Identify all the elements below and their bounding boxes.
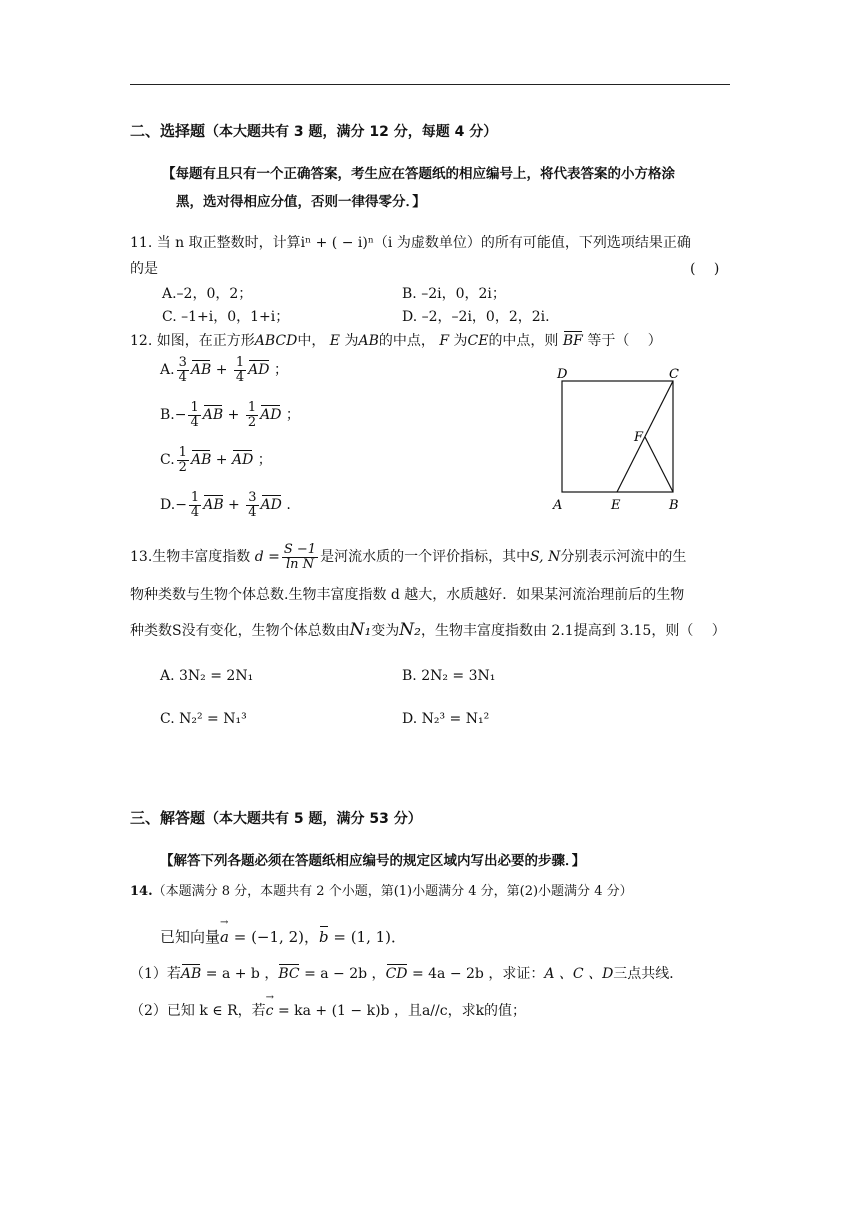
q13-n1: N₁: [349, 620, 372, 640]
q13-formula-d: d =: [254, 549, 280, 566]
segment-fb: [645, 437, 673, 492]
q14-vector-ab-value: = a + b ，: [201, 966, 279, 982]
vector-ab: AB: [202, 407, 224, 424]
q11-line2: 的是: [130, 261, 158, 277]
q12-segment-ab: AB: [358, 333, 379, 349]
section3-heading: [130, 807, 422, 828]
section2-instruction-line1: 【每题有且只有一个正确答案，考生应在答题纸的相应编号上，将代表答案的小方格涂: [162, 166, 675, 182]
q14-vector-cd: CD: [385, 966, 408, 982]
q12-point-e: E: [329, 333, 341, 349]
q12-option-d: D.− $\frac{1}{4}$ AB + $\frac{3}{4}$ AD .: [160, 490, 291, 520]
q14-header: （本题满分 8 分，本题共有 2 个小题，第(1)小题满分 4 分，第(2)小题满分 4 分）: [152, 884, 633, 899]
q12-number: 12.: [130, 333, 153, 349]
q13-formula-numerator: S −1: [283, 542, 317, 557]
q12-option-b: B.− $\frac{1}{4}$ AB + $\frac{1}{2}$ AD ；: [160, 400, 300, 430]
q13-stem-text: 种类数S没有变化，生物个体总数由: [130, 623, 350, 639]
q12-stem-text: 为: [344, 333, 359, 349]
q14-vector-b-value: = (1, 1)．: [328, 928, 407, 946]
q13-formula-denominator: ln N: [285, 556, 314, 572]
label-f: F: [634, 430, 644, 445]
q11-number: 11.: [130, 235, 153, 251]
q12-point-f: F: [439, 333, 450, 349]
q14-vector-a: → a: [220, 928, 229, 946]
q12-stem-text: 如图，在正方形: [156, 333, 255, 349]
q13-stem-text: 变为: [371, 623, 400, 639]
q13-n2: N₂: [399, 620, 421, 640]
q14-vector-cd-value: = 4a − 2b ，求证：: [407, 966, 545, 982]
top-rule: [130, 84, 730, 85]
q11-option-b: B. –2i，0，2i；: [402, 286, 506, 302]
q12-option-c: C. $\frac{1}{2}$ AB + AD ；: [160, 445, 272, 475]
q14-vector-c: → c: [266, 1003, 274, 1019]
q13-sn: S, N: [530, 549, 561, 566]
q14-given-text: 已知向量: [160, 928, 221, 946]
square-figure: [545, 362, 690, 514]
q13-line1: [130, 543, 686, 571]
section3-subtitle: （本大题共有 5 题，满分 53 分）: [205, 811, 422, 827]
vector-ab: AB: [190, 362, 212, 379]
section2-heading: [130, 120, 497, 141]
label-a: A: [553, 498, 563, 513]
section2-title: 二、选择题: [130, 122, 206, 140]
q11-line1: [130, 232, 691, 252]
vector-ab: AB: [203, 497, 224, 514]
q13-formula-fraction: [282, 543, 318, 571]
q14-given: [160, 926, 406, 947]
section3-instruction: 【解答下列各题必须在答题纸相应编号的规定区域内写出必要的步骤．】: [160, 853, 586, 869]
section2-instruction-line2: 黑，选对得相应分值，否则一律得零分．】: [176, 194, 426, 210]
q14-part2: [130, 1000, 526, 1020]
vector-ad: AD: [260, 407, 282, 424]
q13-line2: 物种类数与生物个体总数.生物丰富度指数 d 越大，水质越好．如果某河流治理前后的生物: [130, 587, 685, 603]
section3-title: 三、解答题: [130, 809, 206, 827]
vector-ad: AD: [260, 497, 282, 514]
q13-number: 13.: [130, 549, 153, 566]
vector-ab: AB: [190, 452, 212, 469]
q12-square-label: ABCD: [254, 333, 298, 349]
q11-stem: 当 n 取正整数时，计算iⁿ + ( − i)ⁿ（i 为虚数单位）的所有可能值，下列选项结果正确: [156, 235, 691, 251]
q14-part1-text: （1）若: [130, 966, 181, 982]
vector-ad: AD: [232, 452, 254, 469]
q11-answer-paren: ( ): [690, 261, 720, 277]
q11-option-c: C. –1+i，0，1+i；: [162, 309, 290, 325]
q12-vector-bf: BF: [562, 333, 583, 349]
q12-stem-text: 等于（ ）: [587, 333, 662, 349]
q12-option-letter: C.: [160, 452, 175, 469]
q13-option-c: C. N₂² = N₁³: [160, 711, 247, 727]
q11-option-d: D. –2，–2i，0，2，2i.: [402, 309, 550, 325]
q11-option-a: A.–2，0，2；: [162, 286, 253, 302]
q13-option-a: A. 3N₂ = 2N₁: [160, 668, 254, 684]
q14-part1: [130, 963, 683, 983]
label-c: C: [669, 367, 679, 382]
q14-vector-a-value: = (−1, 2)，: [228, 928, 319, 946]
q14-header-line: [130, 880, 633, 899]
q12-option-letter: B.: [160, 407, 175, 424]
q13-stem-text: 分别表示河流中的生: [560, 549, 687, 566]
q13-option-d: D. N₂³ = N₁²: [402, 711, 490, 727]
q14-part2-text: （2）已知 k ∈ R，若: [130, 1003, 266, 1019]
q14-points: A 、C 、D: [544, 966, 614, 982]
q12-stem-text: 的中点，则: [488, 333, 559, 349]
q14-vector-b: b: [318, 928, 329, 946]
q12-stem-text: 为: [453, 333, 468, 349]
vector-ad: AD: [248, 362, 270, 379]
q12-option-letter: D.: [160, 497, 176, 514]
q14-part1-text: 三点共线．: [613, 966, 684, 982]
q12-option-letter: A.: [160, 362, 175, 379]
q13-stem-text: 是河流水质的一个评价指标，其中: [320, 549, 531, 566]
square-abcd: [562, 381, 673, 492]
q13-option-b: B. 2N₂ = 3N₁: [402, 668, 496, 684]
label-e: E: [611, 498, 621, 513]
label-b: B: [669, 498, 679, 513]
q14-part2-expression: = ka + (1 − k)b ，且a//c，求k的值；: [273, 1003, 527, 1019]
q12-stem: [130, 330, 662, 350]
q12-stem-text: 的中点，: [378, 333, 435, 349]
label-d: D: [557, 367, 568, 382]
q14-vector-bc: BC: [278, 966, 300, 982]
q13-line3: [130, 620, 726, 640]
q14-number: 14.: [130, 884, 153, 899]
q14-vector-ab: AB: [180, 966, 202, 982]
q12-option-a: A. $\frac{3}{4}$ AB + $\frac{1}{4}$ AD ；: [160, 355, 288, 385]
section2-subtitle: （本大题共有 3 题，满分 12 分，每题 4 分）: [205, 124, 498, 140]
q13-stem-text: ，生物丰富度指数由 2.1提高到 3.15，则（ ）: [421, 623, 726, 639]
q12-stem-text: 中，: [297, 333, 326, 349]
q12-segment-ce: CE: [467, 333, 489, 349]
q13-stem-text: 生物丰富度指数: [152, 549, 251, 566]
q14-vector-bc-value: = a − 2b ，: [299, 966, 386, 982]
